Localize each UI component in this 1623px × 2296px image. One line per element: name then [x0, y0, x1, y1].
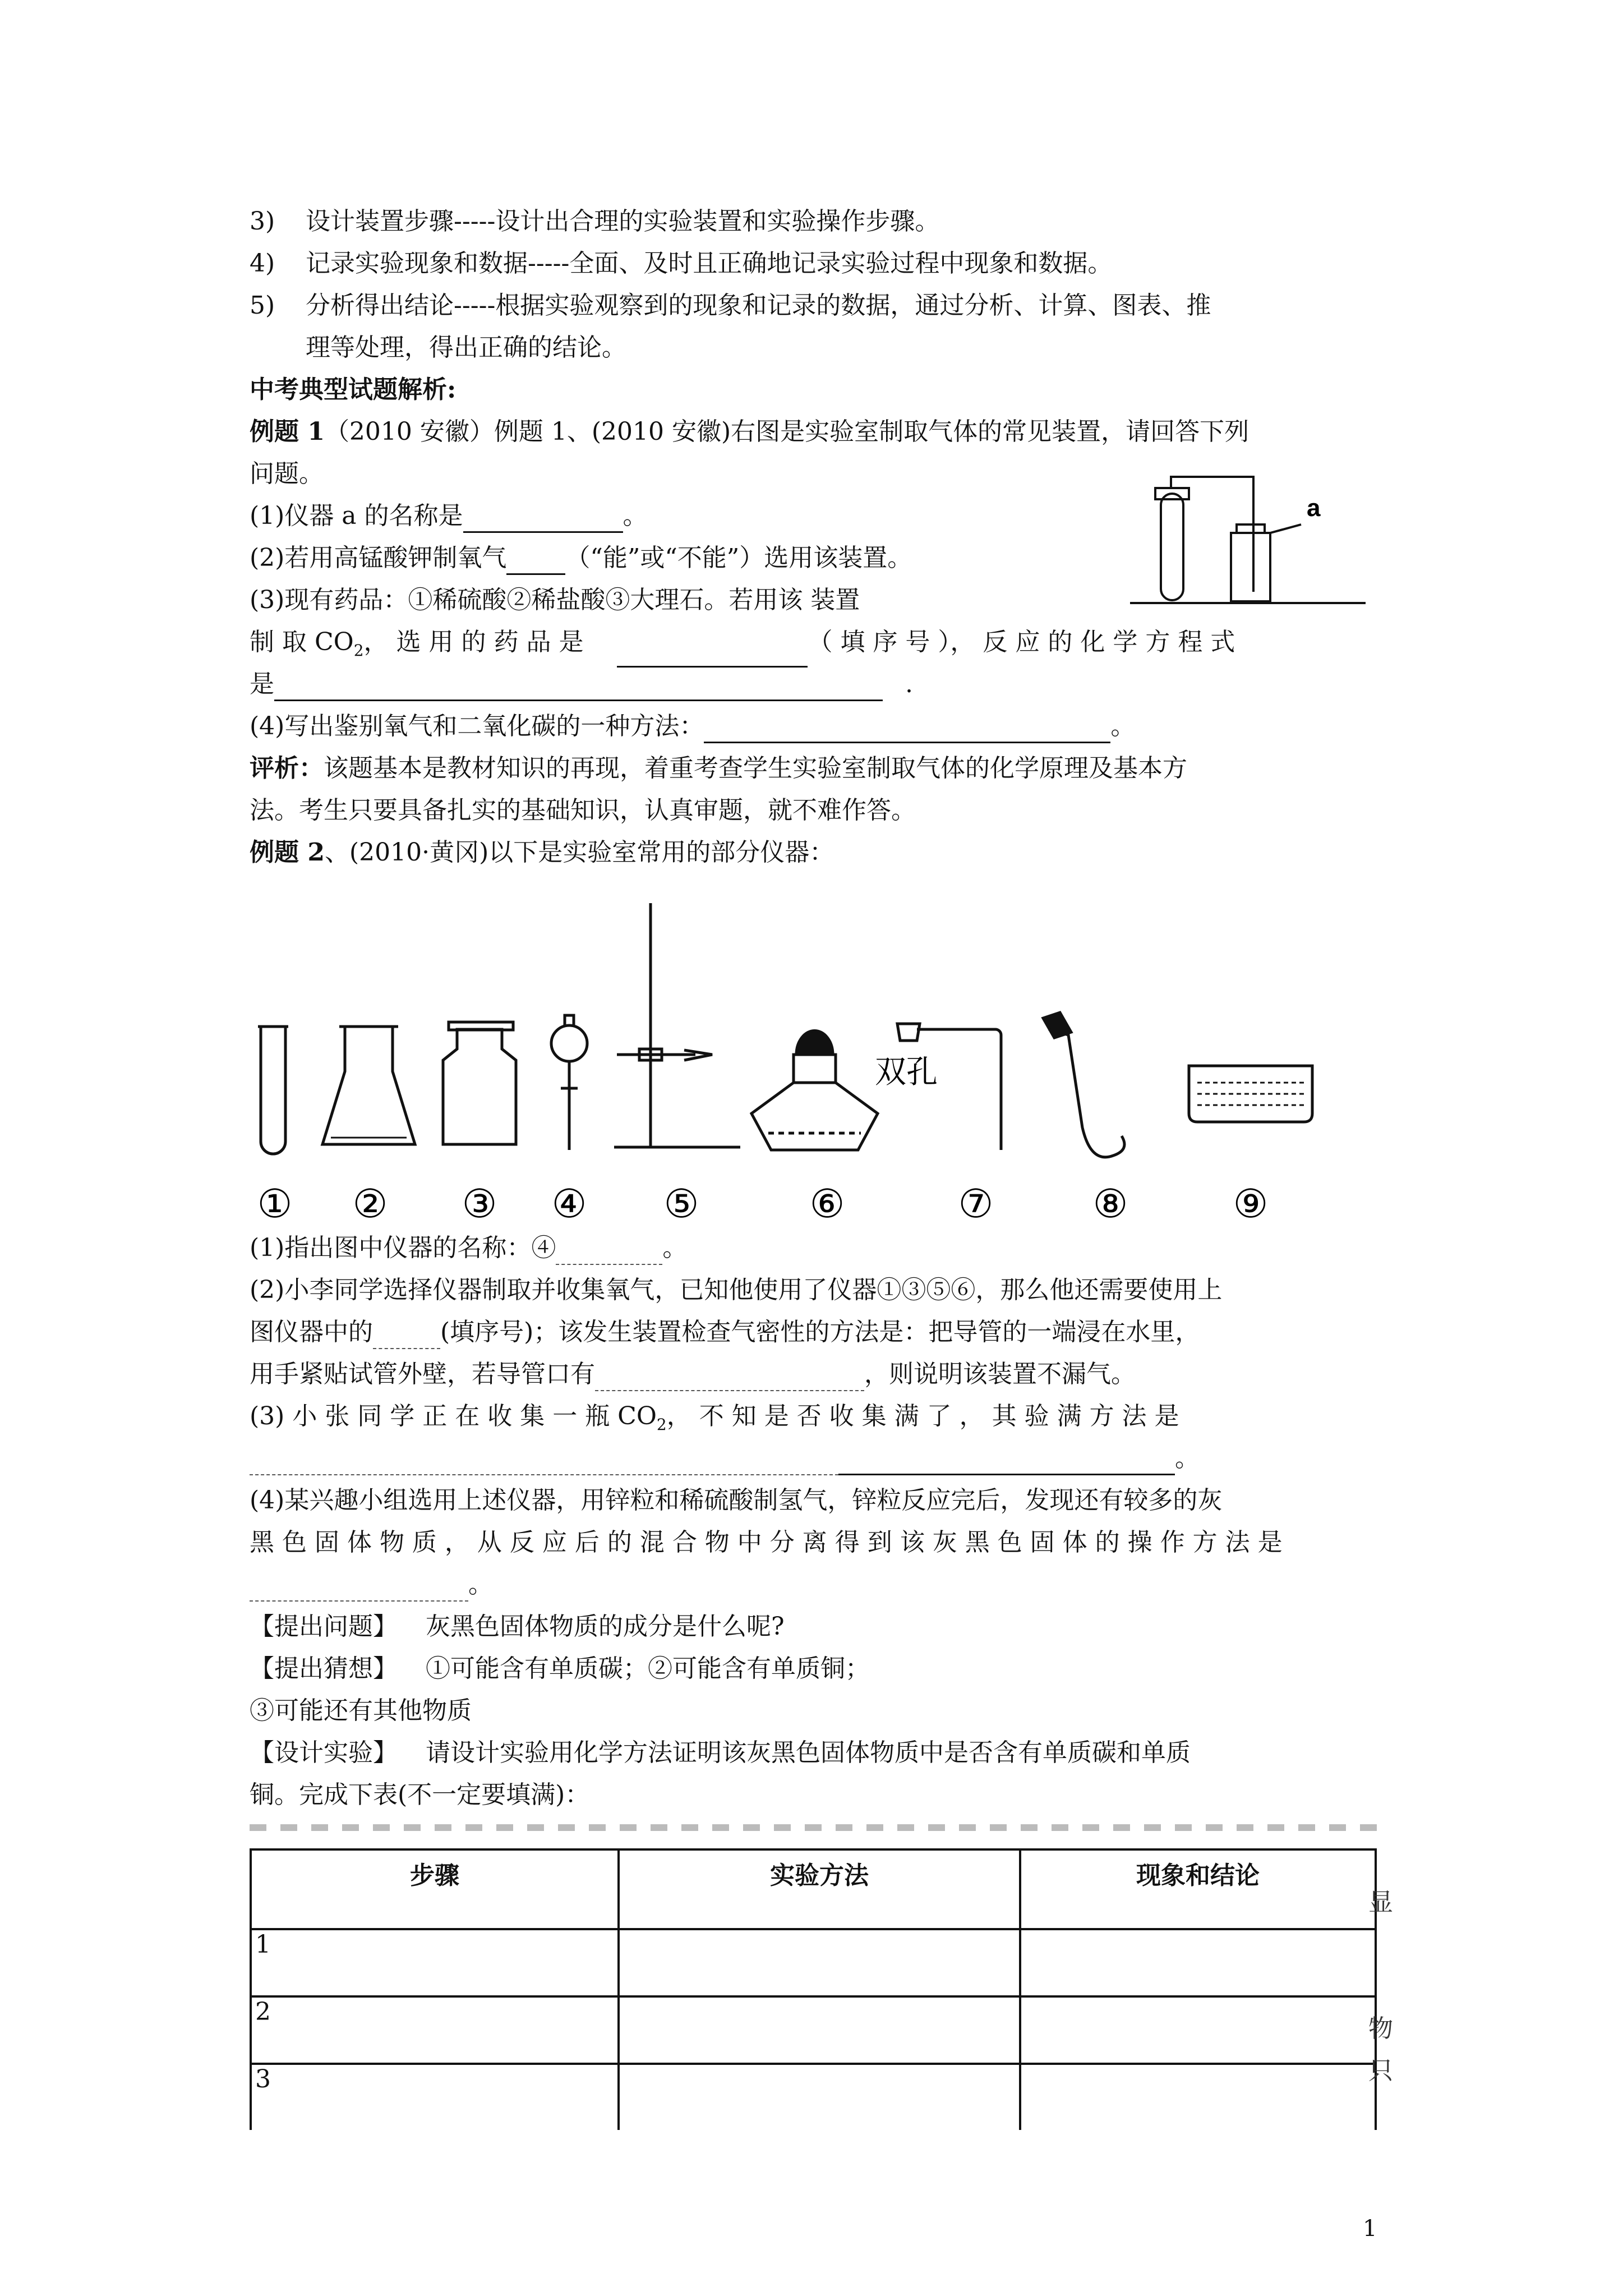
bent-tube-icon: [1049, 1029, 1124, 1157]
q-text: 图仪器中的: [250, 1318, 373, 1346]
table-cell[interactable]: [619, 1929, 1020, 1996]
q-text: 用手紧贴试管外壁，若导管口有: [250, 1360, 595, 1388]
subscript: 2: [353, 641, 364, 660]
q-text: (4)写出鉴别氧气和二氧化碳的一种方法：: [250, 712, 704, 740]
q-text: (3) 小 张 同 学 正 在 收 集 一 瓶 CO: [250, 1402, 657, 1430]
table-cell[interactable]: 2: [251, 1996, 619, 2064]
example2-q4: (4)某兴趣小组选用上述仪器，用锌粒和稀硫酸制氢气，锌粒反应完后，发现还有较多的灰: [250, 1486, 1223, 1515]
example1-q3-line3: [250, 668, 1394, 701]
table-cell[interactable]: [1020, 1996, 1376, 2064]
q-text: ， 选 用 的 药 品 是: [363, 628, 584, 656]
answer-blank[interactable]: [274, 677, 883, 701]
step-text: 分析得出结论-----根据实验观察到的现象和记录的数据，通过分析、计算、图表、推: [306, 291, 1211, 320]
step-text: 设计装置步骤-----设计出合理的实验装置和实验操作步骤。: [306, 207, 940, 236]
inquiry-guess-2: ③可能还有其他物质: [250, 1696, 472, 1725]
funnel-icon: [551, 1025, 587, 1061]
step-text: 理等处理，得出正确的结论。: [306, 333, 626, 362]
step-number: 5): [250, 291, 275, 320]
example2-q2-line2: [250, 1315, 1394, 1349]
conical-flask-icon: [322, 1027, 415, 1144]
page-number: 1: [1363, 2216, 1377, 2242]
inquiry-label: 【提出猜想】: [250, 1654, 398, 1683]
subscript: 2: [656, 1415, 667, 1434]
instrument-number: ⑤: [663, 1181, 699, 1227]
answer-blank[interactable]: [704, 719, 1110, 743]
inquiry-guess: [250, 1652, 1394, 1686]
table-row: [251, 1996, 1376, 2064]
inquiry-design-2: 铜。完成下表(不一定要填满)：: [250, 1780, 590, 1809]
double-hole-label: 双孔: [875, 1054, 938, 1091]
gas-bottle: [1231, 533, 1270, 601]
example2-q1: [250, 1231, 1394, 1265]
step-5: [250, 289, 1394, 323]
table-cell[interactable]: 1: [251, 1929, 619, 1996]
section-title: 中考典型试题解析:: [250, 375, 457, 404]
example1-q3-line2: [250, 625, 1394, 668]
q-text: .: [905, 670, 913, 698]
comment-text: 该题基本是教材知识的再现，着重考查学生实验室制取气体的化学原理及基本方: [324, 754, 1187, 783]
example2-q2-line3: [250, 1358, 1394, 1391]
example1-q3: (3)现有药品：①稀硫酸②稀盐酸③大理石。若用该 装置: [250, 586, 860, 614]
edge-char: 物: [1368, 2014, 1393, 2043]
instrument-number: ④: [551, 1181, 587, 1227]
alcohol-lamp-icon: [751, 1083, 878, 1150]
step-3: [250, 205, 1394, 238]
q-text: (1)仪器 a 的名称是: [250, 501, 463, 530]
table-row: [251, 2064, 1376, 2130]
instrument-number: ①: [257, 1181, 293, 1227]
table-cell[interactable]: [619, 2064, 1020, 2130]
step-4: [250, 247, 1394, 280]
example2-label: 例题 2: [250, 838, 325, 867]
answer-blank[interactable]: [250, 1578, 468, 1602]
answer-blank[interactable]: [556, 1241, 662, 1265]
bottle-neck: [1237, 524, 1265, 533]
instrument-number: ⑨: [1233, 1181, 1269, 1227]
inquiry-text: 灰黑色固体物质的成分是什么呢?: [426, 1612, 785, 1641]
test-tube-icon: [261, 1027, 285, 1154]
table-cell[interactable]: 3: [251, 2064, 619, 2130]
inquiry-design: [250, 1736, 1394, 1770]
label-a: a: [1307, 494, 1321, 522]
experiment-table: [250, 1848, 1377, 2130]
instrument-number: ③: [462, 1181, 497, 1227]
comment-label: 评析：: [250, 754, 324, 783]
q-text: 制 取 CO: [250, 628, 354, 656]
example1-q4: [250, 710, 1394, 743]
table-header-row: [251, 1849, 1376, 1929]
gas-bottle-icon: [443, 1029, 516, 1144]
overlapped-text-remnant: [250, 1824, 1377, 1831]
table-cell[interactable]: [1020, 1929, 1376, 1996]
example1-text: （2010 安徽）例题 1、(2010 安徽)右图是实验室制取气体的常见装置，请回答下列: [324, 417, 1249, 446]
test-tube: [1161, 494, 1183, 600]
q-text: （ 填 序 号 ）， 反 应 的 化 学 方 程 式: [808, 628, 1235, 656]
table-row: [251, 1929, 1376, 1996]
comment: [250, 752, 1394, 785]
q-text: 。: [623, 501, 648, 530]
step-number: 4): [250, 249, 275, 278]
q-text: (1)指出图中仪器的名称：④: [250, 1234, 556, 1262]
gas-apparatus-figure: [1127, 471, 1368, 606]
example2-text: 、(2010·黄冈)以下是实验室常用的部分仪器：: [324, 838, 834, 867]
answer-blank[interactable]: [250, 1452, 838, 1475]
answer-blank[interactable]: [463, 509, 623, 533]
comment-2: 法。考生只要具备扎实的基础知识，认真审题，就不难作答。: [250, 796, 916, 825]
instrument-number: ⑥: [809, 1181, 845, 1227]
q-text: 是: [250, 670, 274, 698]
inquiry-label: 【提出问题】: [250, 1612, 398, 1641]
q-text: 。: [1175, 1444, 1200, 1473]
example1-label: 例题 1: [250, 417, 325, 446]
answer-blank[interactable]: [595, 1368, 864, 1391]
instrument-number: ⑦: [958, 1181, 994, 1227]
example2-q3: [250, 1400, 1394, 1442]
example1-intro-2: 问题。: [250, 459, 324, 488]
instrument-number: ②: [352, 1181, 388, 1227]
example2-q3-line2: [250, 1442, 1394, 1475]
answer-blank[interactable]: [838, 1451, 1175, 1475]
instrument-number: ⑧: [1092, 1181, 1128, 1227]
q-text: 。: [468, 1570, 493, 1599]
example2-q4-line3: [250, 1568, 1394, 1602]
table-cell[interactable]: [619, 1996, 1020, 2064]
example2-q2: (2)小李同学选择仪器制取并收集氧气，已知他使用了仪器①③⑤⑥，那么他还需要使用上: [250, 1276, 1223, 1304]
inquiry-text: 请设计实验用化学方法证明该灰黑色固体物质中是否含有单质碳和单质: [426, 1738, 1191, 1767]
example2-q4-line2: 黑 色 固 体 物 质 ， 从 反 应 后 的 混 合 物 中 分 离 得 到 该 灰 黑 色 固 体 的 操 作 方 法 是: [250, 1528, 1283, 1557]
q-text: 。: [662, 1234, 688, 1262]
step-number: 3): [250, 207, 275, 236]
example1-intro: [250, 415, 1394, 449]
edge-char: 显: [1368, 1888, 1393, 1917]
answer-blank[interactable]: [617, 643, 808, 668]
q-text: (2)若用高锰酸钾制氧气: [250, 544, 507, 572]
table-header: 现象和结论: [1020, 1849, 1376, 1929]
inquiry-question: [250, 1610, 1394, 1644]
inquiry-text: ①可能含有单质碳；②可能含有单质铜；: [426, 1654, 870, 1683]
table-cell[interactable]: [1020, 2064, 1376, 2130]
q-text: (填序号)；该发生装置检查气密性的方法是：把导管的一端浸在水里，: [440, 1318, 1200, 1346]
table-header: 步骤: [251, 1849, 619, 1929]
inquiry-label: 【设计实验】: [250, 1738, 398, 1767]
answer-blank[interactable]: [373, 1326, 440, 1349]
table-header: 实验方法: [619, 1849, 1020, 1929]
edge-char: 只: [1368, 2056, 1393, 2085]
q-text: （“能”或“不能”）选用该装置。: [565, 544, 912, 572]
q-text: ，则说明该装置不漏气。: [864, 1360, 1136, 1388]
q-text: 。: [1110, 712, 1136, 740]
q-text: ， 不 知 是 否 收 集 满 了 ， 其 验 满 方 法 是: [666, 1402, 1179, 1430]
pointer-line: [1270, 524, 1301, 533]
example2-intro: [250, 836, 1394, 869]
step-text: 记录实验现象和数据-----全面、及时且正确地记录实验过程中现象和数据。: [306, 249, 1113, 278]
instruments-figure: [247, 886, 1402, 1290]
step-5-continued: [306, 331, 1450, 365]
answer-blank[interactable]: [506, 551, 565, 575]
